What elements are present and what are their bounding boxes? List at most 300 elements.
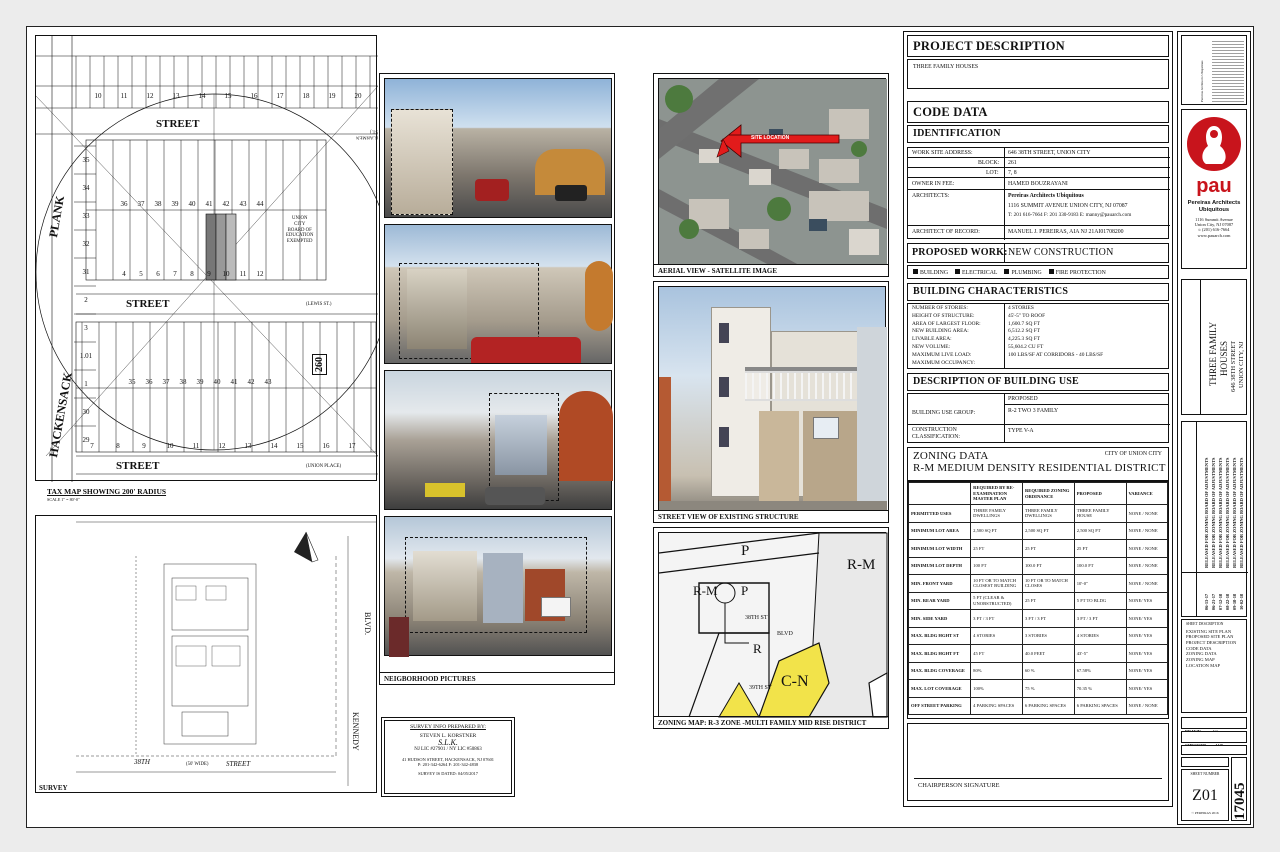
zoning-cell: 6 PARKING SPACES (1074, 697, 1126, 715)
building-row-label: HEIGHT OF STRUCTURE: (912, 312, 975, 319)
zoning-cell: NONE / NONE (1126, 575, 1167, 593)
scale-box (1181, 745, 1247, 755)
zoning-cell: 100.0 FT (1022, 557, 1074, 575)
project-name-line: THREE FAMILY (1208, 321, 1218, 386)
sheet-description-title: SHEET DESCRIPTION (1186, 622, 1224, 626)
zoning-row (909, 627, 1168, 645)
zone-label-rm-right: R-M (847, 557, 876, 573)
firm-name: Pereiras Architects Ubiquitous (1187, 200, 1241, 213)
zoning-cell: 25 FT (1074, 540, 1126, 558)
zoning-cell: THREE FAMILY HOUSE (1074, 505, 1126, 523)
lot-number: 9 (207, 270, 211, 278)
sheet-description-line: LOCATION MAP (1186, 662, 1221, 668)
aerial-caption: AERIAL VIEW - SATELLITE IMAGE (658, 267, 778, 275)
project-title-box (907, 35, 1169, 57)
zoning-cell: 5 FT TO BLDG (1074, 592, 1126, 610)
lot-number: 36 (120, 200, 128, 208)
use-proposed-header: PROPOSED (1008, 396, 1038, 402)
sheet-number: Z01 (1192, 786, 1218, 804)
lot-number: 39 (171, 200, 179, 208)
zoning-cell: 4 STORIES (971, 627, 1023, 645)
use-class-value: TYPE V-A (1008, 428, 1034, 434)
lot-number: 10 (94, 92, 102, 100)
lot-number: 39 (196, 378, 204, 386)
lot-number: 19 (328, 92, 336, 100)
lot-number: 6 (156, 270, 160, 278)
zone-label-cn: C-N (781, 673, 809, 690)
use-table (907, 393, 1169, 443)
lot-number: 38 (179, 378, 187, 386)
lot-number: 29 (82, 436, 90, 444)
sheet-description-line: ZONING MAP (1186, 657, 1215, 663)
zoning-row (909, 540, 1168, 558)
tax-map-street-2: STREET (126, 298, 170, 310)
zoning-cell: 43'-5" (1074, 645, 1126, 663)
zoning-row (909, 610, 1168, 628)
zoning-cell: MIN. SIDE YARD (909, 610, 971, 628)
zoning-title-box (907, 447, 1169, 481)
zone-label-p: P (741, 543, 750, 559)
lot-number: 12 (256, 270, 264, 278)
aerial-arrow-label: SITE LOCATION (751, 135, 790, 141)
lot-number: 7 (90, 442, 94, 450)
zoning-map-caption: ZONING MAP: R-3 ZONE -MULTI FAMILY MID RISE DISTRICT (658, 719, 867, 727)
zoning-row (909, 522, 1168, 540)
lot-number: 42 (247, 378, 255, 386)
zoning-row (909, 697, 1168, 715)
zoning-cell: NONE / NONE (1126, 540, 1167, 558)
lot-number: 41 (230, 378, 238, 386)
survey-label-38th: 38TH (134, 758, 150, 766)
lot-number: 30 (82, 408, 90, 416)
drawing-sheet (26, 26, 1254, 828)
street-view-image (658, 286, 886, 510)
zoning-cell: 70.35 % (1074, 680, 1126, 698)
work-type-electrical: ELECTRICAL (955, 269, 997, 275)
lot-number: 14 (270, 442, 278, 450)
lot-number: 2 (84, 296, 88, 304)
lot-number: 1.01 (79, 352, 93, 360)
exempt-note (286, 216, 313, 245)
zoning-cell: NONE/ YES (1126, 627, 1167, 645)
zoning-cell: NONE / NONE (1126, 557, 1167, 575)
zoning-title: ZONING DATA (913, 450, 989, 462)
identification-title-box (907, 125, 1169, 143)
use-title: DESCRIPTION OF BUILDING USE (913, 376, 1079, 387)
project-title: PROJECT DESCRIPTION (913, 39, 1065, 53)
chairperson-box (907, 723, 1169, 801)
use-group-value: R-2 TWO 3 FAMILY (1008, 408, 1059, 414)
block-number: 260 (314, 357, 325, 372)
lot-number: 10 (166, 442, 174, 450)
lot-number: 16 (322, 442, 330, 450)
zoning-cell: NONE/ YES (1126, 645, 1167, 663)
zoning-header-cell (909, 483, 971, 505)
zoning-cell: 10 FT OR TO MATCH CLOSEST BUILDING (971, 575, 1023, 593)
zoning-cell: 3 FT / 3 FT (971, 610, 1023, 628)
project-description: THREE FAMILY HOUSES (913, 64, 979, 70)
firm-addr: 1116 Summit Avenue (1195, 216, 1233, 222)
project-title-block (1181, 279, 1247, 415)
proposed-work-label: PROPOSED WORK: (912, 247, 1008, 258)
exempt-line: EDUCATION (286, 233, 314, 239)
zoning-cell: 100 FT (971, 557, 1023, 575)
lot-number: 9 (142, 442, 146, 450)
revision-entry: RELEASED FOR ZONING BOARD OF ADJUSTMENTS (1211, 457, 1216, 568)
lot-number: 40 (213, 378, 221, 386)
lot-number: 42 (222, 200, 230, 208)
zoning-cell: 80% (971, 662, 1023, 680)
street-view-caption: STREET VIEW OF EXISTING STRUCTURE (658, 513, 799, 521)
zoning-cell: 3 FT / 3 FT (1074, 610, 1126, 628)
lot-number: 34 (82, 184, 90, 192)
zoning-header-cell: REQUIRED ZONING ORDINANCE (1022, 483, 1074, 505)
neighborhood-photo-1 (384, 78, 612, 218)
work-site-value: 646 38TH STREET, UNION CITY (1008, 150, 1091, 156)
exempt-line: BOARD OF (287, 227, 312, 233)
lot-number: 43 (264, 378, 272, 386)
firm-logo-text: pau (1196, 175, 1232, 197)
zoning-cell: MINIMUM LOT AREA (909, 522, 971, 540)
tax-map-drawing (36, 36, 378, 482)
lot-number: 3 (84, 324, 88, 332)
zone-label-r: R (753, 641, 762, 656)
chairperson-label: CHAIRPERSON SIGNATURE (918, 782, 1000, 789)
building-row-value: 45'-5" TO ROOF (1008, 312, 1046, 319)
lot-label: LOT: (986, 170, 999, 176)
project-addr-line: UNION CITY, NJ (1238, 341, 1245, 388)
zone-street-blvd: BLVD (777, 631, 793, 637)
sheet-description-line: ZONING DATA (1186, 651, 1217, 657)
zoning-cell: MAX. BLDG HGHT FT (909, 645, 971, 663)
surveyor-signature: S.L.K. (438, 738, 458, 748)
zoning-row (909, 662, 1168, 680)
firm-addr: www.pauarch.com (1197, 232, 1231, 238)
building-row-label: NEW VOLUME: (912, 344, 950, 350)
lot-number: 17 (276, 92, 284, 100)
building-row-label: LIVABLE AREA: (912, 336, 952, 343)
zoning-cell: MAX. LOT COVERAGE (909, 680, 971, 698)
zoning-cell: 4 PARKING SPACES (971, 697, 1023, 715)
lot-number: 18 (302, 92, 310, 100)
zoning-map-panel (653, 527, 889, 729)
zoning-cell: 4 STORIES (1074, 627, 1126, 645)
building-row-value: 1,600.7 SQ FT (1008, 320, 1041, 327)
work-site-label: WORK SITE ADDRESS: (912, 150, 973, 156)
neighborhood-photo-4 (384, 516, 612, 656)
tax-map-note-union: (UNION PLACE) (306, 464, 342, 469)
lot-number: 11 (120, 92, 128, 100)
lot-number: 13 (172, 92, 180, 100)
lot-number: 36 (145, 378, 153, 386)
lot-number: 37 (162, 378, 170, 386)
firm-addr: t: (201) 616-7664 (1198, 227, 1230, 233)
zoning-row (909, 680, 1168, 698)
lot-number: 31 (82, 268, 90, 276)
neighborhood-panel (379, 73, 615, 685)
survey-label-width: (50' WIDE) (186, 762, 209, 767)
zoning-row (909, 645, 1168, 663)
zoning-cell: 40.0 FEET (1022, 645, 1074, 663)
lot-number: 5 (139, 270, 143, 278)
zoning-row (909, 575, 1168, 593)
owner-label: OWNER IN FEE: (912, 181, 955, 187)
work-type-building: BUILDING (913, 269, 948, 275)
zoning-cell: NONE / NONE (1126, 505, 1167, 523)
lot-number: 33 (82, 212, 90, 220)
proposed-work-box (907, 243, 1169, 263)
zoning-row (909, 505, 1168, 523)
zoning-header-row (909, 483, 1168, 505)
exempt-line: CITY (294, 221, 306, 227)
zoning-header-cell: VARIANCE (1126, 483, 1167, 505)
work-type-plumbing: PLUMBING (1004, 269, 1041, 275)
lot-number: 1 (84, 380, 88, 388)
lot-number: 32 (82, 240, 90, 248)
survey-panel (35, 515, 377, 793)
revision-date: 07-12-18 (1218, 593, 1223, 610)
zoning-cell: NONE/ YES (1126, 592, 1167, 610)
project-desc-box (907, 59, 1169, 89)
building-row-label: MAXIMUM OCCUPANCY: (912, 359, 975, 366)
tax-map-street-1: STREET (156, 118, 200, 130)
architects-line: 1116 SUMMIT AVENUE UNION CITY, NJ 07087 (1008, 203, 1128, 209)
architect-record-value: MANUEL J. PEREIRAS, AIA NJ 21AI01708200 (1008, 229, 1124, 235)
street-view-panel (653, 281, 889, 523)
zoning-table (908, 482, 1168, 715)
lot-number: 44 (256, 200, 264, 208)
building-row-label: MAXIMUM LIVE LOAD: (912, 351, 972, 358)
survey-label-blvd: BLVD. (363, 612, 372, 636)
revision-entry: RELEASED FOR ZONING BOARD OF ADJUSTMENTS (1218, 457, 1223, 568)
block-number-badge (312, 354, 327, 375)
zoning-cell: 5 FT (CLEAR & UNOBSTRUCTED) (971, 592, 1023, 610)
architects-line: T: 201 616-7664 F: 201 330-9183 E: manny@pauarch.com (1008, 212, 1132, 218)
neighborhood-photo-2 (384, 224, 612, 364)
lot-number: 4 (122, 270, 126, 278)
zoning-cell: 2,500 SQ FT (971, 522, 1023, 540)
lot-number: 37 (137, 200, 145, 208)
building-table (907, 303, 1169, 369)
job-number-box (1231, 757, 1247, 821)
architect-record-label: ARCHITECT OF RECORD: (912, 229, 980, 235)
lot-number: 43 (239, 200, 247, 208)
zone-label-rm-site: R-M (693, 583, 718, 598)
sheet-description-line: CODE DATA (1186, 645, 1212, 651)
zone-street-38: 38TH ST (745, 615, 768, 621)
zoning-cell: MAX. BLDG COVERAGE (909, 662, 971, 680)
aerial-satellite-drawing (659, 79, 887, 265)
use-class-label: CONSTRUCTION CLASSIFICATION: (912, 427, 960, 441)
zone-street-39: 39TH ST (749, 685, 772, 691)
building-row-label: AREA OF LARGEST FLOOR: (912, 320, 981, 327)
zoning-cell: 75 % (1022, 680, 1074, 698)
lot-number: 11 (192, 442, 200, 450)
firm-logo-icon (1186, 116, 1242, 172)
lot-number: 41 (205, 200, 213, 208)
title-stamp (1181, 35, 1247, 105)
building-row-value: 100 LBS/SF AT CORRIDORS - 40 LBS/SF (1008, 351, 1104, 358)
lot-number: 12 (218, 442, 226, 450)
zoning-cell: 2,500 SQ FT (1074, 522, 1126, 540)
zoning-cell: MINIMUM LOT WIDTH (909, 540, 971, 558)
revision-date: 10-02-18 (1239, 593, 1244, 610)
tax-map-street-3: STREET (116, 460, 160, 472)
lot-number: 15 (224, 92, 232, 100)
revision-date: 06-13-17 (1204, 593, 1209, 610)
sheet-description-line: PROJECT DESCRIPTION (1186, 640, 1237, 646)
zoning-cell: 67.58% (1074, 662, 1126, 680)
lot-number: 20 (354, 92, 362, 100)
zoning-table-box (907, 481, 1169, 719)
zoning-cell: MINIMUM LOT DEPTH (909, 557, 971, 575)
lot-number: 15 (296, 442, 304, 450)
sheet-description-block (1181, 619, 1247, 713)
lot-number: 13 (244, 442, 252, 450)
identification-title: IDENTIFICATION (913, 128, 1001, 139)
code-data-title-box (907, 101, 1169, 123)
building-row-value: 55,604.2 CU FT (1008, 344, 1044, 350)
building-row-label: NEW BUILDING AREA: (912, 328, 969, 335)
revision-entry: RELEASED FOR ZONING BOARD OF ADJUSTMENTS (1225, 457, 1230, 568)
zoning-header-cell: PROPOSED (1074, 483, 1126, 505)
zoning-district: R-M MEDIUM DENSITY RESIDENTIAL DISTRICT (913, 462, 1166, 474)
revision-entry: RELEASED FOR ZONING BOARD OF ADJUSTMENTS (1232, 457, 1237, 568)
sheet-description-line: EXISTING SITE PLAN (1186, 628, 1232, 634)
zoning-cell: THREE FAMILY DWELLINGS (971, 505, 1023, 523)
tax-map-caption: TAX MAP SHOWING 200' RADIUS (47, 487, 167, 496)
lot-number: 8 (190, 270, 194, 278)
lot-value: 7, 8 (1008, 170, 1017, 176)
surveyor-license: NJ LIC #27901 / NY LIC #50863 (414, 747, 482, 753)
zoning-cell: 60 % (1022, 662, 1074, 680)
zoning-cell: NONE/ YES (1126, 680, 1167, 698)
surveyor-phone: P: 201-342-6264 F: 201-342-4838 (417, 762, 479, 768)
lot-number: 16 (250, 92, 258, 100)
lot-number: 35 (128, 378, 136, 386)
zoning-cell: NONE / NONE (1126, 522, 1167, 540)
architects-label: ARCHITECTS: (912, 193, 950, 199)
tax-map-scale: SCALE 1" = 80'-0" (47, 497, 80, 502)
neighborhood-caption: NEIGBORHOOD PICTURES (384, 675, 476, 683)
zoning-cell: 25 FT (1022, 592, 1074, 610)
building-title-box (907, 283, 1169, 301)
zoning-cell: 25 FT (971, 540, 1023, 558)
zone-label-p2: P (741, 583, 749, 598)
tax-map-note-lewis: (LEWIS ST.) (306, 302, 332, 307)
building-row-value: 4,225.3 SQ FT (1008, 336, 1041, 343)
revision-date: 06-21-17 (1211, 593, 1216, 610)
tax-map-note-carmen: (CARMEN ST.) (356, 128, 379, 140)
revision-entry: RELEASED FOR ZONING BOARD OF ADJUSTMENTS (1239, 457, 1244, 568)
drawn-box (1181, 717, 1247, 729)
zoning-city: CITY OF UNION CITY (1104, 451, 1162, 457)
aerial-panel (653, 73, 889, 277)
zoning-row (909, 592, 1168, 610)
project-name-line: HOUSES (1219, 340, 1229, 376)
zoning-cell: MIN. REAR YARD (909, 592, 971, 610)
zoning-cell: THREE FAMILY DWELLINGS (1022, 505, 1074, 523)
lot-number: 12 (146, 92, 154, 100)
stamp-text: Pereiras Architects Ubiquitous (1200, 60, 1204, 102)
zoning-cell: MAX. BLDG HGHT ST (909, 627, 971, 645)
survey-drawing (36, 516, 378, 794)
proposed-work-value: NEW CONSTRUCTION (1008, 247, 1114, 258)
job-number: 17045 (1232, 782, 1248, 820)
zoning-cell: 3 STORIES (1022, 627, 1074, 645)
copyright: © PEREIRAS 2016 (1191, 810, 1219, 815)
zoning-cell: MIN. FRONT YARD (909, 575, 971, 593)
use-title-box (907, 373, 1169, 391)
zoning-cell: 100.0 FT (1074, 557, 1126, 575)
survey-caption: SURVEY (39, 784, 68, 792)
checked-box (1181, 731, 1247, 743)
zoning-cell: NONE/ YES (1126, 662, 1167, 680)
zoning-map-image (658, 532, 886, 716)
zoning-cell: 10'-0" (1074, 575, 1126, 593)
zoning-cell: 6 PARKING SPACES (1022, 697, 1074, 715)
revision-date: 09-18-18 (1232, 593, 1237, 610)
tax-map-panel (35, 35, 377, 481)
tax-map-street-hackensack: HACKENSACK (46, 371, 75, 459)
zoning-cell: 45 FT (971, 645, 1023, 663)
exempt-line: UNION (291, 216, 308, 221)
sheet-number-label: SHEET NUMBER (1190, 772, 1220, 776)
identification-table (907, 147, 1169, 239)
architects-line: Pereiras Architects Ubiquitous (1008, 193, 1084, 199)
lot-number: 17 (348, 442, 356, 450)
lot-number: 7 (173, 270, 177, 278)
exempt-line: EXEMPTED (286, 239, 313, 244)
block-value: 261 (1008, 160, 1017, 166)
survey-date: SURVEY IS DATED: 04/05/2017 (418, 770, 478, 776)
building-row-value: 4 STORIES (1008, 305, 1034, 311)
work-type-fire: FIRE PROTECTION (1049, 269, 1106, 275)
survey-label-kennedy: KENNEDY (351, 712, 360, 751)
owner-value: HAMED BOUZRAYANI (1008, 181, 1068, 187)
building-row-label: NUMBER OF STORIES: (912, 305, 968, 311)
surveyor-name: STEVEN L. KORSTNER (419, 732, 477, 739)
revisions-block (1181, 421, 1247, 617)
lot-number: 8 (116, 442, 120, 450)
zoning-cell: 2,500 SQ FT (1022, 522, 1074, 540)
revision-date: 08-22-18 (1225, 593, 1230, 610)
surveyor-address: 41 HUDSON STREET, HACKENSACK, NJ 07601 (401, 757, 494, 763)
building-title: BUILDING CHARACTERISTICS (913, 286, 1069, 297)
lot-number: 38 (154, 200, 162, 208)
lot-number: 35 (82, 156, 90, 164)
zoning-cell: NONE/ YES (1126, 610, 1167, 628)
firm-addr: Union City, NJ 07087 (1194, 222, 1234, 228)
sheet-number-box (1181, 769, 1229, 821)
tax-map-street-plank: PLANK (46, 194, 68, 239)
neighborhood-photo-3 (384, 370, 612, 510)
building-row-value: 6,512.2 SQ FT (1008, 328, 1041, 335)
lot-number: 40 (188, 200, 196, 208)
block-label: BLOCK: (978, 160, 1000, 166)
zoning-cell: OFF STREET PARKING (909, 697, 971, 715)
firm-logo-box (1181, 109, 1247, 269)
survey-label-street: STREET (226, 760, 251, 768)
project-addr-line: 646 38TH STREET (1230, 340, 1237, 392)
survey-info-title: SURVEY INFO PREPARED BY: (410, 724, 486, 730)
revision-entry: RELEASED FOR ZONING BOARD OF ADJUSTMENTS (1204, 457, 1209, 568)
lot-number: 14 (198, 92, 206, 100)
zoning-cell: 3 FT / 3 FT (1022, 610, 1074, 628)
sheet-description-line: PROPOSED SITE PLAN (1186, 634, 1234, 640)
zoning-cell: 100% (971, 680, 1023, 698)
zoning-cell: PERMITTED USES (909, 505, 971, 523)
